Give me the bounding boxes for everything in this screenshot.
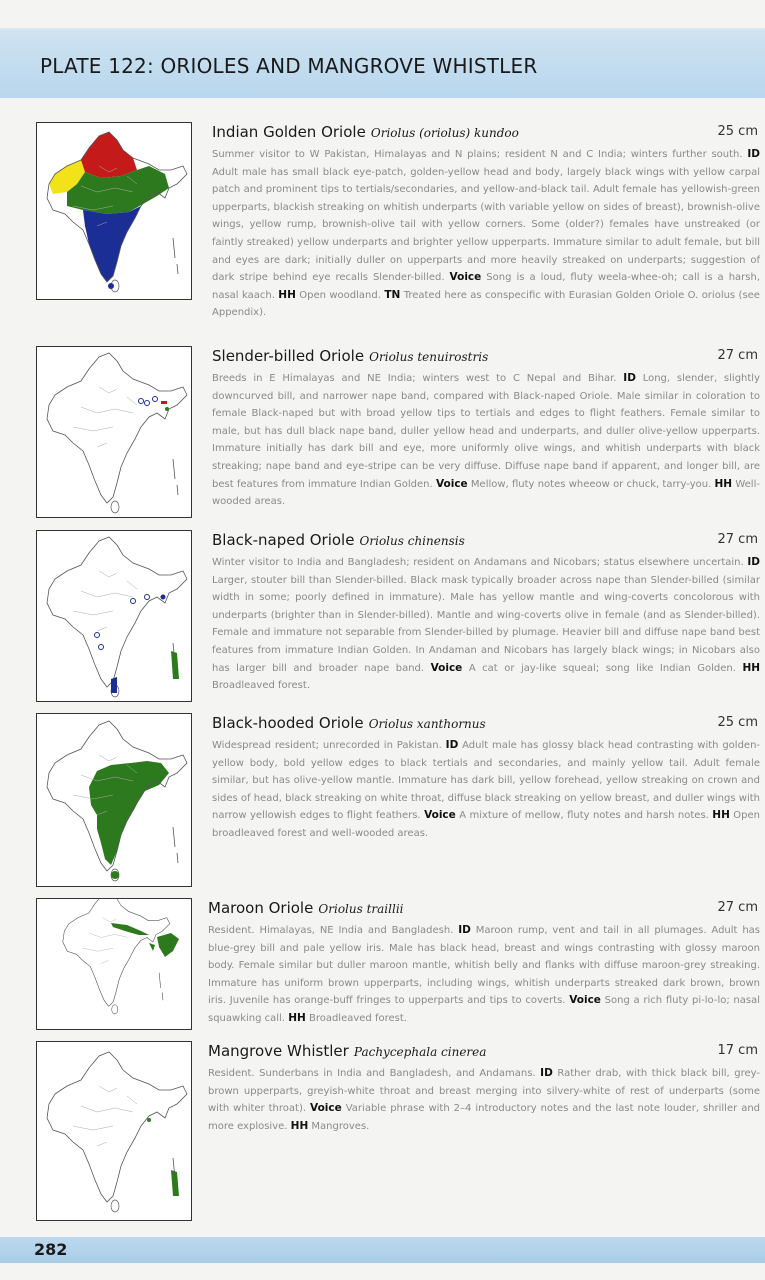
species-name: Black-hooded Oriole (212, 714, 364, 732)
footer-band (0, 1237, 765, 1263)
species-name: Maroon Oriole (208, 899, 314, 917)
species-size: 25 cm (717, 124, 758, 139)
range-map (36, 346, 192, 518)
range-map (36, 898, 192, 1030)
scientific-name: Oriolus tenuirostris (369, 350, 489, 364)
species-description: Resident. Sunderbans in India and Bangladesh, and Andamans. ID Rather drab, with thick black bill, grey-brown upperparts, greyish-white throat and breast merging into silvery-white of rest of underparts (some with whiter throat). Voice Variable phrase with 2–4 introductory notes and the last note louder, shriller and more explosive. HH Mangroves. (208, 1067, 761, 1132)
species-size: 27 cm (717, 532, 758, 547)
scientific-name: Pachycephala cinerea (353, 1045, 487, 1059)
scientific-name: Oriolus (oriolus) kundoo (370, 126, 519, 140)
scientific-name: Oriolus xanthornus (368, 717, 486, 731)
species-size: 27 cm (717, 900, 758, 915)
species-description: Widespread resident; unrecorded in Pakistan. ID Adult male has glossy black head contrasting with golden-yellow body, bold yellow edges to black tertials and secondaries, and mainly yellow tail. Adult female similar, but has olive-yellow mantle. Immature has dark bill, yellow forehead, yellow streaking on crown and sides of head, black streaking on white throat, diffuse black streaking on yellow breast, and duller wings with narrow yellowish edges to flight feathers. Voice A mixture of mellow, fluty notes and harsh notes. HH Open broadleaved forest and well-wooded areas. (212, 739, 761, 839)
range-map (36, 530, 192, 702)
species-name: Indian Golden Oriole (212, 123, 366, 141)
scientific-name: Oriolus chinensis (359, 534, 465, 548)
species-description: Winter visitor to India and Bangladesh; resident on Andamans and Nicobars; status elsewhere uncertain. ID Larger, stouter bill than Slender-billed. Black mask typically broader across nape than Slender-billed (similar width in some; poorly defined in immature). Male has yellow mantle and wing-coverts concolorous with underparts (brighter than in Slender-billed). Mantle and wing-coverts olive in female (and as Slender-billed). Female and immature not separable from Slender-billed by plumage. Heavier bill and diffuse nape band best features from immature Indian Golden. In Andaman and Nicobars has largely black wings; in Nicobars also has larger bill and broader nape band. Voice A cat or jay-like squeal; song like Indian Golden. HH Broadleaved forest. (212, 556, 761, 692)
species-description: Summer visitor to W Pakistan, Himalayas and N plains; resident N and C India; winters further south. ID Adult male has small black eye-patch, golden-yellow head and body, largely black wings with yellow carpal patch and prominent tips to tertials/secondaries, and yellow-and-black tail. Adult female has yellowish-green upperparts, blackish streaking on whitish underparts (with variable yellow on sides of breast), brownish-olive wings, yellow rump, brownish-olive tail with yellow corners. Some (older?) females have unstreaked (or faintly streaked) yellow underparts and brighter yellow upperparts. Immature similar to adult female, but bill and eyes are dark; initially duller on upperparts and more heavily streaked on underparts; suggestion of dark stripe behind eye recalls Slender-billed. Voice Song is a loud, fluty weela-whee-oh; call is a harsh, nasal kaach. HH Open woodland. TN Treated here as conspecific with Eurasian Golden Oriole O. oriolus (see Appendix). (212, 148, 761, 319)
species-size: 27 cm (717, 348, 758, 363)
species-size: 17 cm (717, 1043, 758, 1058)
species-name: Black-naped Oriole (212, 531, 355, 549)
species-name: Slender-billed Oriole (212, 347, 365, 365)
species-size: 25 cm (717, 715, 758, 730)
species-description: Breeds in E Himalayas and NE India; winters west to C Nepal and Bihar. ID Long, slender, slightly downcurved bill, and narrower nape band, compared with Black-naped Oriole. Male similar in coloration to female Black-naped but with broad yellow tips to tertials and edges to flight feathers. Female similar to male, but has dull black nape band, duller yellow head and underparts, and duller olive-yellow upperparts. Immature initially has dark bill and eye, more uniformly olive wings, and whitish underparts with black streaking; nape band and eye-stripe can be very diffuse. Diffuse nape band if apparent, and longer bill, are best features from immature Indian Golden. Voice Mellow, fluty notes wheeow or chuck, tarry-you. HH Well-wooded areas. (212, 372, 760, 508)
species-name: Mangrove Whistler (208, 1042, 349, 1060)
range-map (36, 713, 192, 887)
species-description: Resident. Himalayas, NE India and Bangladesh. ID Maroon rump, vent and tail in all plumages. Adult has blue-grey bill and pale yellow iris. Male has black head, breast and wings contrasting with glossy maroon body. Female similar but duller maroon mantle, whitish belly and flanks with diffuse maroon-grey streaking. Immature has uniform brown upperparts, including wings, whitish underparts streaked dark brown, brown iris. Juvenile has orange-buff fringes to upperparts and tips to coverts. Voice Song a rich fluty pi-lo-lo; nasal squawking call. HH Broadleaved forest. (208, 924, 761, 1024)
range-map (36, 122, 192, 300)
plate-title: PLATE 122: ORIOLES AND MANGROVE WHISTLER (40, 54, 538, 78)
scientific-name: Oriolus traillii (318, 902, 404, 916)
page-number: 282 (34, 1240, 68, 1259)
range-map (36, 1041, 192, 1221)
